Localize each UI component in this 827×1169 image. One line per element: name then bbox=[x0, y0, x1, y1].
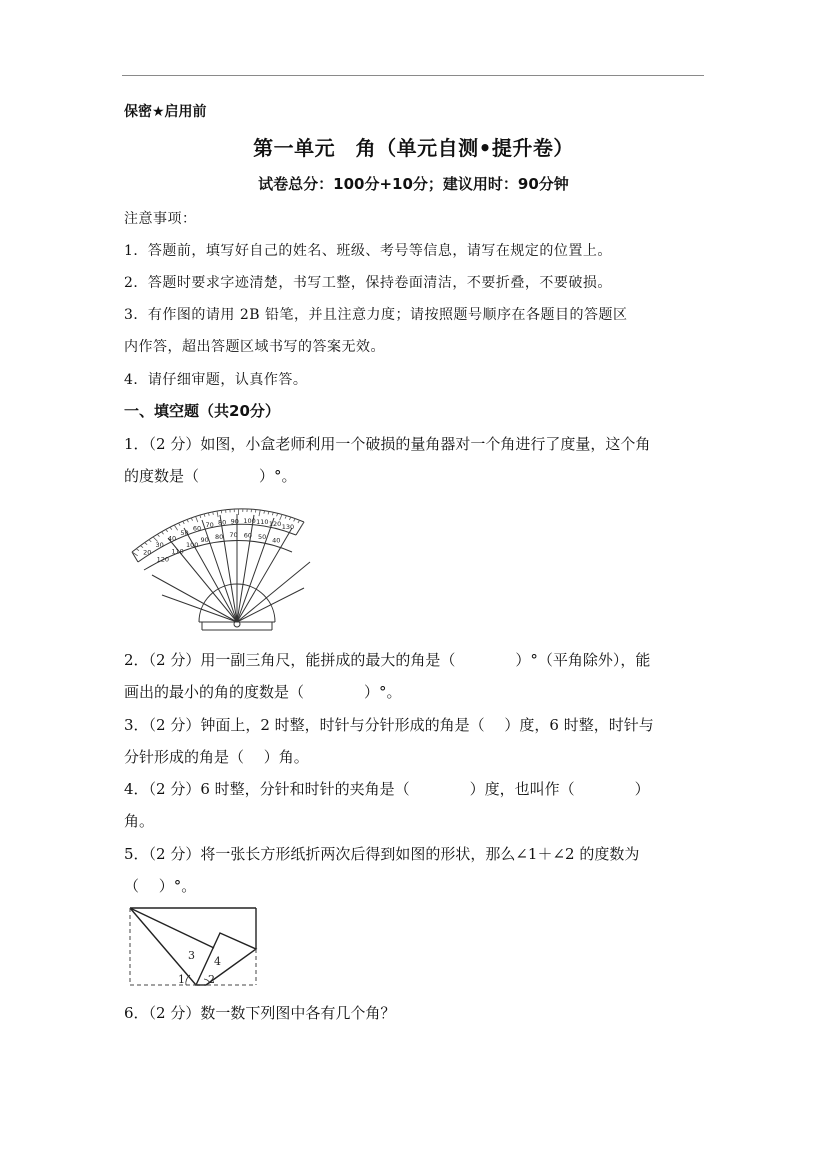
angle-label-1: 1 bbox=[178, 973, 185, 986]
protractor-tick bbox=[213, 512, 214, 515]
exam-subtitle: 试卷总分：100分+10分；建议用时：90分钟 bbox=[258, 175, 569, 193]
section-heading: 一、填空题（共20分） bbox=[124, 402, 280, 420]
protractor-outer-label: 120 bbox=[268, 519, 282, 528]
note-item: 1．答题前，填写好自己的姓名、班级、考号等信息，请写在规定的位置上。 bbox=[124, 243, 612, 259]
angle-label-2: 2 bbox=[208, 973, 215, 986]
protractor-tick bbox=[174, 525, 177, 530]
note-item: 4．请仔细审题，认真作答。 bbox=[124, 372, 308, 388]
protractor-tick bbox=[183, 521, 184, 524]
protractor-tick bbox=[170, 527, 172, 530]
protractor-inner-label: 100 bbox=[185, 540, 199, 549]
protractor-outer-label: 110 bbox=[256, 517, 269, 526]
protractor-outer-label: 100 bbox=[243, 517, 256, 526]
protractor-tick bbox=[285, 516, 286, 519]
folded-paper-figure bbox=[124, 903, 264, 993]
protractor-tick bbox=[259, 510, 260, 516]
protractor-tick bbox=[187, 519, 188, 522]
protractor-tick bbox=[162, 532, 164, 534]
question-1-line-2: 的度数是（ ）°。 bbox=[124, 467, 297, 485]
protractor-outer-label: 50 bbox=[180, 528, 189, 537]
protractor-tick bbox=[166, 529, 168, 532]
protractor-outer-label: 70 bbox=[205, 521, 214, 530]
protractor-tick bbox=[268, 511, 269, 514]
protractor-tick bbox=[272, 512, 273, 515]
protractor-figure bbox=[124, 500, 324, 635]
protractor-tick bbox=[145, 543, 148, 545]
question-5-line-2: （ ）°。 bbox=[124, 877, 197, 895]
protractor-outer-label: 40 bbox=[167, 534, 177, 543]
question-5-line-1: 5．（2 分）将一张长方形纸折两次后得到如图的形状，那么∠1＋∠2 的度数为 bbox=[124, 845, 640, 863]
protractor-inner-label: 90 bbox=[200, 535, 209, 544]
protractor-tick bbox=[277, 513, 278, 516]
notes-heading: 注意事项： bbox=[124, 211, 197, 227]
note-item: 2．答题时要求字迹清楚，书写工整，保持卷面清洁，不要折叠，不要破损。 bbox=[124, 275, 612, 291]
protractor-outer-label: 20 bbox=[143, 548, 152, 557]
protractor-outer-label: 130 bbox=[281, 522, 295, 531]
protractor-tick bbox=[196, 516, 198, 522]
question-4-line-1: 4．（2 分）6 时整，分针和时针的夹角是（ ）度，也叫作（ ） bbox=[124, 780, 650, 798]
question-3-line-2: 分针形成的角是（ ）角。 bbox=[124, 748, 309, 766]
protractor-tick bbox=[300, 522, 304, 527]
protractor-tick bbox=[294, 519, 296, 522]
question-4-line-2: 角。 bbox=[124, 812, 155, 830]
protractor-tick bbox=[179, 523, 181, 526]
protractor-inner-label: 70 bbox=[229, 531, 238, 540]
question-6-line-1: 6．（2 分）数一数下列图中各有几个角？ bbox=[124, 1004, 396, 1022]
protractor-outer-label: 30 bbox=[155, 541, 164, 550]
confidential-label: 保密★启用前 bbox=[124, 104, 207, 120]
question-2-line-2: 画出的最小的角的度数是（ ）°。 bbox=[124, 683, 402, 701]
protractor-tick bbox=[157, 534, 159, 536]
protractor-tick bbox=[200, 515, 201, 518]
exam-title: 第一单元 角（单元自测•提升卷） bbox=[253, 136, 574, 160]
protractor-tick bbox=[298, 520, 300, 523]
protractor-inner-label: 50 bbox=[257, 533, 267, 542]
protractor-tick bbox=[255, 510, 256, 513]
note-item: 内作答，超出答题区域书写的答案无效。 bbox=[124, 339, 385, 355]
protractor-inner-label: 80 bbox=[215, 532, 224, 541]
angle-label-3: 3 bbox=[188, 949, 195, 962]
angle-label-4: 4 bbox=[214, 955, 221, 968]
protractor-tick bbox=[289, 517, 290, 520]
protractor-tick bbox=[217, 511, 218, 517]
protractor-tick bbox=[140, 546, 143, 548]
protractor-tick bbox=[204, 514, 205, 517]
protractor-inner-label: 110 bbox=[171, 547, 184, 556]
protractor-outer-label: 90 bbox=[230, 517, 239, 526]
question-1-line-1: 1．（2 分）如图，小盒老师利用一个破损的量角器对一个角进行了度量，这个角 bbox=[124, 435, 651, 453]
protractor-outer-label: 60 bbox=[192, 524, 202, 533]
protractor-tick bbox=[264, 511, 265, 514]
protractor-outer-label: 80 bbox=[218, 518, 227, 527]
protractor-inner-label: 60 bbox=[243, 531, 253, 540]
note-item: 3．有作图的请用 2B 铅笔，并且注意力度；请按照题号顺序在各题目的答题区 bbox=[124, 307, 628, 323]
protractor-tick bbox=[191, 518, 192, 521]
protractor-tick bbox=[136, 549, 139, 551]
question-2-line-1: 2．（2 分）用一副三角尺，能拼成的最大的角是（ ）°（平角除外），能 bbox=[124, 651, 651, 669]
protractor-inner-label: 40 bbox=[272, 536, 281, 545]
protractor-inner-label: 120 bbox=[156, 555, 170, 564]
protractor-tick bbox=[208, 513, 209, 516]
header-rule bbox=[122, 75, 704, 76]
protractor-tick bbox=[149, 540, 151, 542]
question-3-line-1: 3．（2 分）钟面上，2 时整，时针与分针形成的角是（ ）度，6 时整，时针与 bbox=[124, 716, 654, 734]
